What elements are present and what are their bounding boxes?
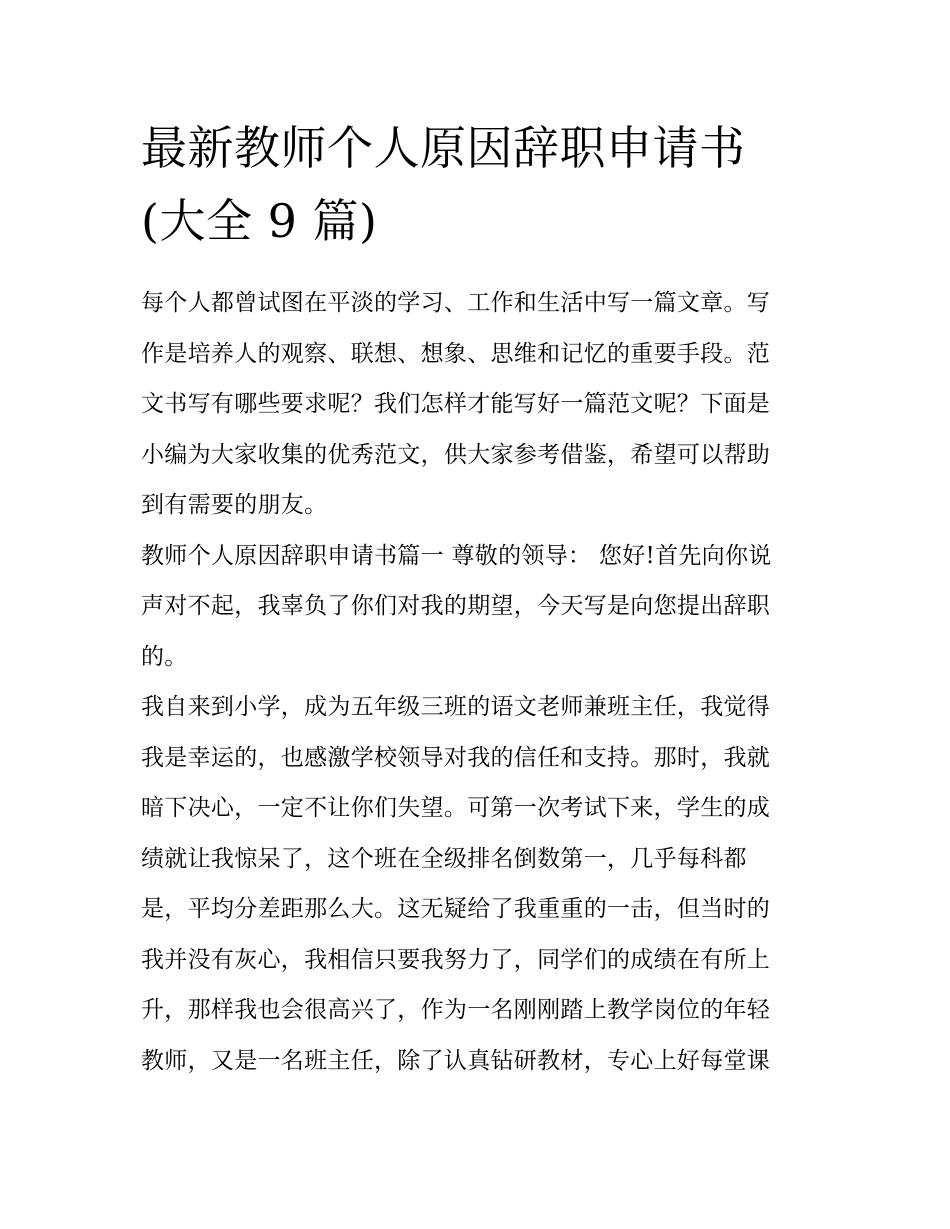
paragraph-intro bbox=[141, 278, 816, 531]
text-line: 声对不起，我辜负了你们对我的期望，今天写是向您提出辞职 bbox=[141, 593, 771, 619]
text-line: 小编为大家收集的优秀范文，供大家参考借鉴，希望可以帮助 bbox=[141, 441, 771, 468]
text-line: 作是培养人的观察、联想、想象、思维和记忆的重要手段。范 bbox=[141, 340, 771, 367]
title-line-1: 最新教师个人原因辞职申请书 bbox=[141, 121, 746, 175]
text-line: 教师，又是一名班主任，除了认真钻研教材，专心上好每堂课 bbox=[141, 1047, 771, 1074]
text-line: 到有需要的朋友。 bbox=[141, 492, 328, 518]
text-line: 文书写有哪些要求呢？我们怎样才能写好一篇范文呢？下面是 bbox=[141, 391, 771, 417]
text-line: 我并没有灰心，我相信只要我努力了，同学们的成绩在有所上 bbox=[141, 946, 771, 973]
document-body bbox=[141, 112, 816, 1086]
text-line: 我自来到小学，成为五年级三班的语文老师兼班主任，我觉得 bbox=[141, 694, 771, 720]
text-line: 每个人都曾试图在平淡的学习、工作和生活中写一篇文章。写 bbox=[141, 290, 771, 316]
text-line: 绩就让我惊呆了，这个班在全级排名倒数第一，几乎每科都 bbox=[141, 845, 747, 872]
text-line: 暗下决心，一定不让你们失望。可第一次考试下来，学生的成 bbox=[141, 795, 771, 821]
text-line: 我是幸运的，也感激学校领导对我的信任和支持。那时，我就 bbox=[141, 744, 771, 771]
text-line: 升，那样我也会很高兴了，作为一名刚刚踏上教学岗位的年轻 bbox=[141, 997, 771, 1023]
paragraph-greeting bbox=[141, 531, 816, 683]
text-line: 是，平均分差距那么大。这无疑给了我重重的一击，但当时的 bbox=[141, 896, 771, 922]
text-line: 教师个人原因辞职申请书篇一 尊敬的领导： 您好!首先向你说 bbox=[141, 542, 772, 569]
document-title bbox=[141, 112, 816, 258]
paragraph-body bbox=[141, 682, 816, 1086]
title-line-2: (大全 9 篇) bbox=[141, 194, 378, 248]
text-line: 的。 bbox=[141, 643, 188, 670]
